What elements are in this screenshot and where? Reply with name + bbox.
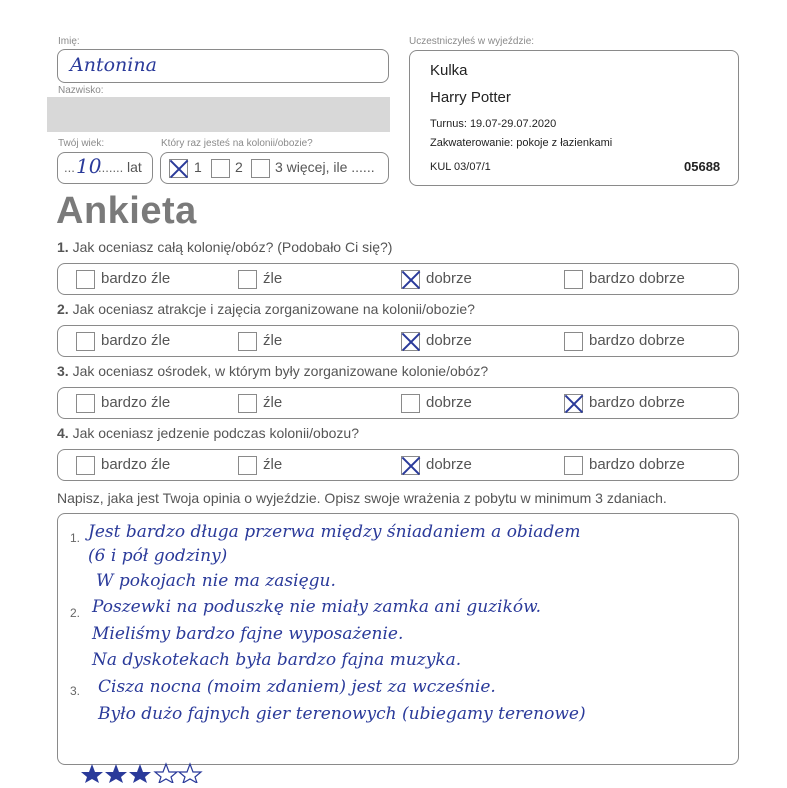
q3-opt-bardzo-dobrze: bardzo dobrze (589, 394, 685, 411)
q3-checkbox-zle[interactable] (238, 394, 257, 413)
question-2 (57, 301, 475, 317)
question-4 (57, 425, 359, 441)
raz-opt3-label: 3 więcej, ile ...... (275, 159, 375, 175)
question-4-options (57, 449, 739, 481)
q4-checkbox-bardzo-dobrze[interactable] (564, 456, 583, 475)
star-icon (129, 764, 151, 783)
opinion-line-4: Poszewki na poduszkę nie miały zamka ani guzików. (92, 597, 542, 617)
ktory-raz-field[interactable] (160, 152, 389, 184)
q3-opt-zle: źle (263, 394, 283, 411)
q2-checkbox-zle[interactable] (238, 332, 257, 351)
raz-checkbox-1[interactable] (169, 159, 188, 178)
question-3-num: 3. (57, 363, 69, 379)
wiek-dots-right: ....... (98, 160, 124, 175)
q1-checkbox-zle[interactable] (238, 270, 257, 289)
star-outline-icon (155, 764, 177, 783)
question-1-options (57, 263, 739, 295)
q2-opt-bardzo-dobrze: bardzo dobrze (589, 332, 685, 349)
question-4-text: Jak oceniasz jedzenie podczas kolonii/obozu? (72, 425, 359, 441)
wiek-field[interactable] (57, 152, 153, 184)
opinion-line-1: Jest bardzo długa przerwa między śniadaniem a obiadem (88, 522, 581, 542)
opinion-textarea[interactable] (57, 513, 739, 765)
question-3 (57, 363, 488, 379)
stars-svg (80, 762, 240, 783)
trip-line1: Kulka (430, 62, 468, 79)
q2-checkbox-bardzo-dobrze[interactable] (564, 332, 583, 351)
opinion-line-6: Na dyskotekach była bardzo fajna muzyka. (92, 650, 462, 670)
wiek-label: Twój wiek: (58, 138, 105, 149)
q3-checkbox-dobrze[interactable] (401, 394, 420, 413)
opinion-line-5: Mieliśmy bardzo fajne wyposażenie. (92, 624, 404, 644)
q3-opt-dobrze: dobrze (426, 394, 472, 411)
q2-checkbox-bardzo-zle[interactable] (76, 332, 95, 351)
trip-info-box (409, 50, 739, 186)
opinion-line-2: (6 i pół godziny) (88, 546, 228, 566)
q2-checkbox-dobrze[interactable] (401, 332, 420, 351)
star-icon (105, 764, 127, 783)
q4-opt-bardzo-dobrze: bardzo dobrze (589, 456, 685, 473)
opinion-line-8: Było dużo fajnych gier terenowych (ubiegamy terenowe) (98, 704, 586, 724)
trip-turnus: Turnus: 19.07-29.07.2020 (430, 118, 557, 130)
page-title: Ankieta (56, 190, 197, 232)
wiek-value: 10 (76, 154, 102, 178)
q1-checkbox-dobrze[interactable] (401, 270, 420, 289)
q4-checkbox-zle[interactable] (238, 456, 257, 475)
question-3-text: Jak oceniasz ośrodek, w którym były zorganizowane kolonie/obóz? (72, 363, 489, 379)
rating-stars (80, 762, 240, 783)
filled-stars (81, 764, 151, 783)
uczestniczyles-label: Uczestniczyłeś w wyjeździe: (409, 36, 535, 47)
q1-opt-bardzo-zle: bardzo źle (101, 270, 171, 287)
question-2-text: Jak oceniasz atrakcje i zajęcia zorganizowane na kolonii/obozie? (72, 301, 475, 317)
trip-line2: Harry Potter (430, 89, 511, 106)
q4-opt-bardzo-zle: bardzo źle (101, 456, 171, 473)
q1-checkbox-bardzo-zle[interactable] (76, 270, 95, 289)
question-1 (57, 239, 392, 255)
q1-opt-bardzo-dobrze: bardzo dobrze (589, 270, 685, 287)
question-2-num: 2. (57, 301, 69, 317)
question-2-options (57, 325, 739, 357)
raz-checkbox-2[interactable] (211, 159, 230, 178)
raz-checkbox-3[interactable] (251, 159, 270, 178)
imie-value: Antonina (70, 54, 157, 76)
star-outline-icon (179, 764, 201, 783)
trip-number: 05688 (684, 159, 721, 174)
q3-checkbox-bardzo-dobrze[interactable] (564, 394, 583, 413)
q2-opt-dobrze: dobrze (426, 332, 472, 349)
imie-field[interactable] (57, 49, 389, 83)
question-1-num: 1. (57, 239, 69, 255)
q3-opt-bardzo-zle: bardzo źle (101, 394, 171, 411)
opinion-line-3: W pokojach nie ma zasięgu. (96, 571, 336, 591)
raz-opt1-label: 1 (194, 159, 202, 175)
nazwisko-redacted (47, 97, 390, 132)
opinion-prompt: Napisz, jaka jest Twoja opinia o wyjeździe. Opisz swoje wrażenia z pobytu w minimum 3 zdaniach. (57, 490, 667, 506)
q1-checkbox-bardzo-dobrze[interactable] (564, 270, 583, 289)
wiek-unit: lat (127, 159, 142, 175)
q1-opt-dobrze: dobrze (426, 270, 472, 287)
q1-opt-zle: źle (263, 270, 283, 287)
question-1-text: Jak oceniasz całą kolonię/obóz? (Podobało Ci się?) (72, 239, 393, 255)
nazwisko-label: Nazwisko: (58, 85, 104, 96)
opinion-marker-1: 1. (70, 531, 81, 545)
trip-code: KUL 03/07/1 (430, 161, 491, 173)
raz-opt2-label: 2 (235, 159, 243, 175)
q3-checkbox-bardzo-zle[interactable] (76, 394, 95, 413)
question-3-options (57, 387, 739, 419)
ktory-raz-label: Który raz jesteś na kolonii/obozie? (161, 138, 313, 149)
q4-opt-dobrze: dobrze (426, 456, 472, 473)
q4-checkbox-dobrze[interactable] (401, 456, 420, 475)
opinion-marker-2: 2. (70, 606, 81, 620)
question-4-num: 4. (57, 425, 69, 441)
q4-checkbox-bardzo-zle[interactable] (76, 456, 95, 475)
q2-opt-bardzo-zle: bardzo źle (101, 332, 171, 349)
opinion-marker-3: 3. (70, 684, 81, 698)
wiek-dots-left: ... (64, 160, 75, 175)
trip-zakwaterowanie: Zakwaterowanie: pokoje z łazienkami (430, 137, 613, 149)
star-icon (81, 764, 103, 783)
empty-stars (155, 764, 201, 783)
imie-label: Imię: (58, 36, 80, 47)
opinion-line-7: Cisza nocna (moim zdaniem) jest za wcześnie. (98, 677, 496, 697)
q2-opt-zle: źle (263, 332, 283, 349)
q4-opt-zle: źle (263, 456, 283, 473)
